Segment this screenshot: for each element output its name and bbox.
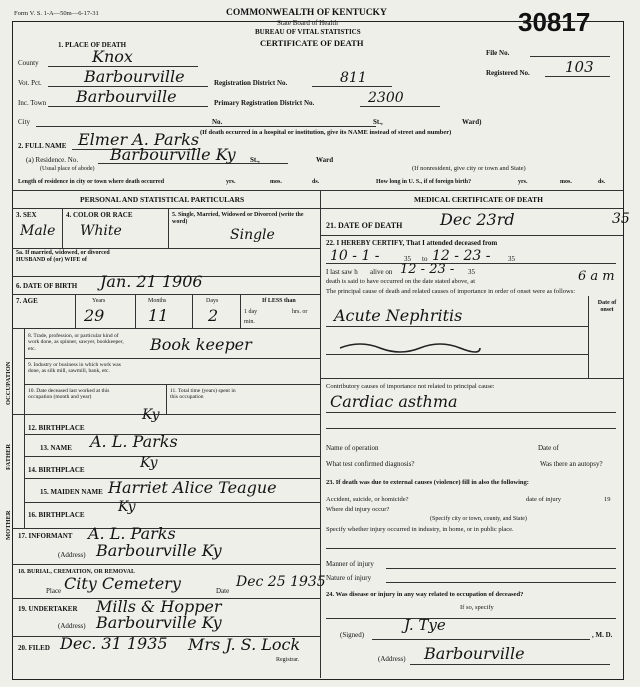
age-days-label: Days [206,298,219,304]
file-no-label: File No. [486,49,510,57]
us-ds: ds. [598,179,606,185]
primary-district-label: Primary Registration District No. [214,99,315,107]
attended-to-value: 12 - 23 - [432,248,491,264]
length-residence-label: Length of residence in city or town where death occurred [18,179,165,185]
age-days-value: 2 [208,306,219,325]
cause-line-2 [326,354,588,355]
alive-on-label: alive on [370,268,393,276]
spouse-label: 5a. If married, widowed, or divorced HUSBAND of (or) WIFE of [16,250,110,263]
color-divider [168,208,169,248]
town-label: Inc. Town [18,99,47,107]
alive-on-year: 35 [468,268,475,276]
residence-label: (a) Residence. No. [26,156,79,164]
attended-from-value: 10 - 1 - [330,248,380,264]
contributory-line-2 [326,428,616,429]
physician-address-value: Barbourville [424,644,525,663]
personal-section-title: PERSONAL AND STATISTICAL PARTICULARS [80,195,245,204]
undertaker-label: 19. UNDERTAKER [18,605,78,613]
where-label: Where did injury occur? [326,506,390,513]
filed-value: Dec. 31 1935 [60,634,168,653]
nature-label: Nature of injury [326,574,372,582]
mother-side-label: MOTHER [5,510,12,540]
disease-line [326,618,616,619]
principal-cause-label: The principal cause of death and related causes of importance in order of onset were as follows: [326,288,576,295]
operation-date-label: Date of [538,444,559,452]
informant-line [12,564,320,565]
birthplace12-label: 12. BIRTHPLACE [28,424,85,432]
undertaker-address-value: Barbourville Ky [96,613,222,632]
if-so-label: If so, specify [460,604,494,611]
maiden-name-line [24,502,320,503]
attended-to-label: to [422,255,428,263]
city-no-label: No. [212,118,223,126]
test-label: What test confirmed diagnosis? [326,460,415,468]
burial-date-label: Date [216,587,230,595]
birthplace12-value: Ky [142,407,160,423]
manner-line [386,568,616,569]
date-of-death-year: 35 [612,211,630,227]
age-divider-1 [75,294,76,328]
father-name-label: 13. NAME [40,444,72,452]
sex-divider [62,208,63,248]
color-label: 4. COLOR OR RACE [66,211,133,219]
operation-label: Name of operation [326,444,379,452]
file-no-line [530,56,610,57]
length-yrs: yrs. [226,179,236,185]
filed-label: 20. FILED [18,644,50,652]
age-bottom-line [12,328,320,329]
disease-related-label: 24. Was disease or injury in any way related to occupation of deceased? [326,591,524,598]
primary-district-line [360,106,440,107]
place-section-label: 1. PLACE OF DEATH [58,41,127,49]
burial-date-value: Dec 25 1935 [236,574,326,590]
burial-label: 18. BURIAL, CREMATION, OR REMOVAL [18,569,135,575]
date-of-death-value: Dec 23rd [440,210,515,229]
where-note: (Specify city or town, county, and State) [430,516,527,522]
city-ward-label: Ward) [462,118,482,126]
signature-value: J. Tye [404,616,446,634]
external-causes-label: 23. If death was due to external causes (violence) fill in also the following: [326,479,529,486]
residence-st-label: St., [250,156,260,164]
burial-place-label: Place [46,587,62,595]
contributory-line [326,412,616,413]
birthplace16-value: Ky [118,499,136,515]
reg-district-line [312,86,392,87]
physician-address-label: (Address) [378,655,406,663]
registered-no-line [545,76,610,77]
certificate-number: 30817 [518,7,591,37]
city-st-label: St., [373,118,383,126]
dob-label: 6. DATE OF BIRTH [16,282,78,290]
parents-side-line [24,414,25,528]
center-divider [320,190,321,678]
attended-from-year: 35 [404,255,411,263]
spouse-top-line [12,248,320,249]
town-line [48,106,208,107]
us-yrs: yrs. [518,179,528,185]
principal-cause-value: Acute Nephritis [334,306,463,325]
one-day-label: 1 day [244,309,258,315]
color-value: White [80,223,122,239]
dob-line [12,294,320,295]
father-name-line [24,456,320,457]
registrar-value: Mrs J. S. Lock [188,635,301,654]
death-time-value: 6 a m [578,269,615,284]
occupation-side-line [24,328,25,414]
age-divider-2 [135,294,136,328]
age-divider-4 [240,294,241,328]
how-long-label: How long in U. S., if of foreign birth? [376,179,472,185]
full-name-label: 2. FULL NAME [18,142,67,150]
dob-value: Jan. 21 1906 [100,272,203,291]
undertaker-value: Mills & Hopper [96,597,222,616]
form-code: Form V. S. 1-A—50m—6-17-31 [14,10,99,17]
primary-district-value: 2300 [368,90,404,106]
accident-label: Accident, suicide, or homicide? [326,496,409,503]
signed-label: (Signed) [340,631,365,639]
section-title-line [12,208,623,209]
signed-line [372,639,590,640]
sex-value: Male [20,223,56,239]
registrar-label: Registrar. [276,657,300,663]
undertaker-address-label: (Address) [58,622,86,630]
hospital-note: (If death occurred in a hospital or institution, give its NAME instead of street and number) [200,129,452,136]
informant-value: A. L. Parks [88,524,176,543]
town-value: Barbourville [76,87,177,106]
city-line [36,126,376,127]
informant-address-value: Barbourville Ky [96,541,222,560]
trade-value: Book keeper [150,335,252,354]
hrs-label: hrs. or [292,309,308,315]
autopsy-label: Was there an autopsy? [540,460,603,468]
industry-line [24,384,320,385]
usual-place-note: (Usual place of abode) [40,166,95,172]
alive-on-value: 12 - 23 - [400,262,455,277]
length-mos: mos. [270,179,282,185]
informant-address-label: (Address) [58,551,86,559]
informant-label: 17. INFORMANT [18,532,73,540]
residence-ward-label: Ward [316,156,334,164]
registered-no-label: Registered No. [486,69,530,77]
date-onset-label: Date of onset [597,300,617,313]
date-last-worked-label: 10. Date deceased last worked at this occupation (month and year) [28,388,110,401]
birthplace14-label: 14. BIRTHPLACE [28,466,85,474]
residence-value: Barbourville Ky [110,145,236,164]
address-line [410,664,610,665]
father-side-label: FATHER [5,443,12,470]
less-than-label: If LESS than [262,298,296,304]
trade-line [24,358,320,359]
md-label: , M. D. [592,631,613,639]
grid-top-line [12,190,623,191]
attended-line [326,263,616,264]
min-label: min. [244,319,255,325]
birthplace16-label: 16. BIRTHPLACE [28,511,85,519]
age-years-value: 29 [84,306,105,325]
last-saw-label: I last saw h [326,268,358,276]
contributory-label: Contributory causes of importance not related to principal cause: [326,383,495,390]
medical-section-title: MEDICAL CERTIFICATE OF DEATH [414,195,543,204]
total-time-label: 11. Total time (years) spent in this occupation [170,388,236,401]
injury-date-label: date of injury [526,496,562,503]
age-years-label: Years [92,298,106,304]
date-of-death-line [320,235,623,236]
date-onset-divider [588,296,589,378]
sex-label: 3. SEX [16,211,37,219]
manner-label: Manner of injury [326,560,374,568]
vot-value: Barbourville [84,67,185,86]
reg-district-label: Registration District No. [214,79,288,87]
maiden-name-label: 15. MAIDEN NAME [40,488,103,496]
father-name-value: A. L. Parks [90,432,178,451]
board-name: State Board of Health [277,19,338,27]
attended-to-year: 35 [508,255,515,263]
nonresident-note: (If nonresident, give city or town and State) [412,165,526,172]
city-label: City [18,118,31,126]
marital-label: 5. Single, Married, Widowed or Divorced (write the word) [172,212,304,225]
contributory-value: Cardiac asthma [330,392,458,411]
reg-district-value: 811 [340,70,367,86]
trade-label: 8. Trade, profession, or particular kind of work done, as spinner, sawyer, bookkeeper, etc. [28,333,124,352]
age-months-label: Months [148,298,167,304]
date-of-death-label: 21. DATE OF DEATH [326,221,403,230]
occupation-divider [166,384,167,414]
county-value: Knox [92,47,133,66]
birthplace14-value: Ky [140,455,158,471]
certify-label: 22. I HEREBY CERTIFY, That I attended deceased from [326,239,498,247]
age-label: 7. AGE [16,297,38,305]
cause-line-1 [326,326,588,327]
vot-label: Vot. Pct. [18,79,42,87]
cause-line-3 [320,378,623,379]
bureau-name: BUREAU OF VITAL STATISTICS [255,28,361,36]
injury-year-label: 19 [604,496,611,503]
occupation-bottom-line [12,414,320,415]
death-occurred-label: death is said to have occurred on the date stated above, at [326,278,476,285]
certificate-title: CERTIFICATE OF DEATH [260,38,364,48]
length-ds: ds. [312,179,320,185]
marital-value: Single [230,227,275,243]
industry-label: 9. Industry or business in which work was done, as silk mill, sawmill, bank, etc. [28,362,121,375]
age-months-value: 11 [148,306,169,325]
state-title: COMMONWEALTH OF KENTUCKY [226,8,387,18]
age-divider-3 [192,294,193,328]
nature-line [386,582,616,583]
specify-line [326,548,616,549]
burial-place-value: City Cemetery [64,574,181,593]
registered-no-value: 103 [565,58,594,76]
county-label: County [18,59,39,67]
full-name-value: Elmer A. Parks [78,130,200,149]
specify-label: Specify whether injury occurred in industry, in home, or in public place. [326,526,514,533]
occupation-side-label: OCCUPATION [5,361,12,405]
us-mos: mos. [560,179,572,185]
maiden-name-value: Harriet Alice Teague [108,478,277,497]
